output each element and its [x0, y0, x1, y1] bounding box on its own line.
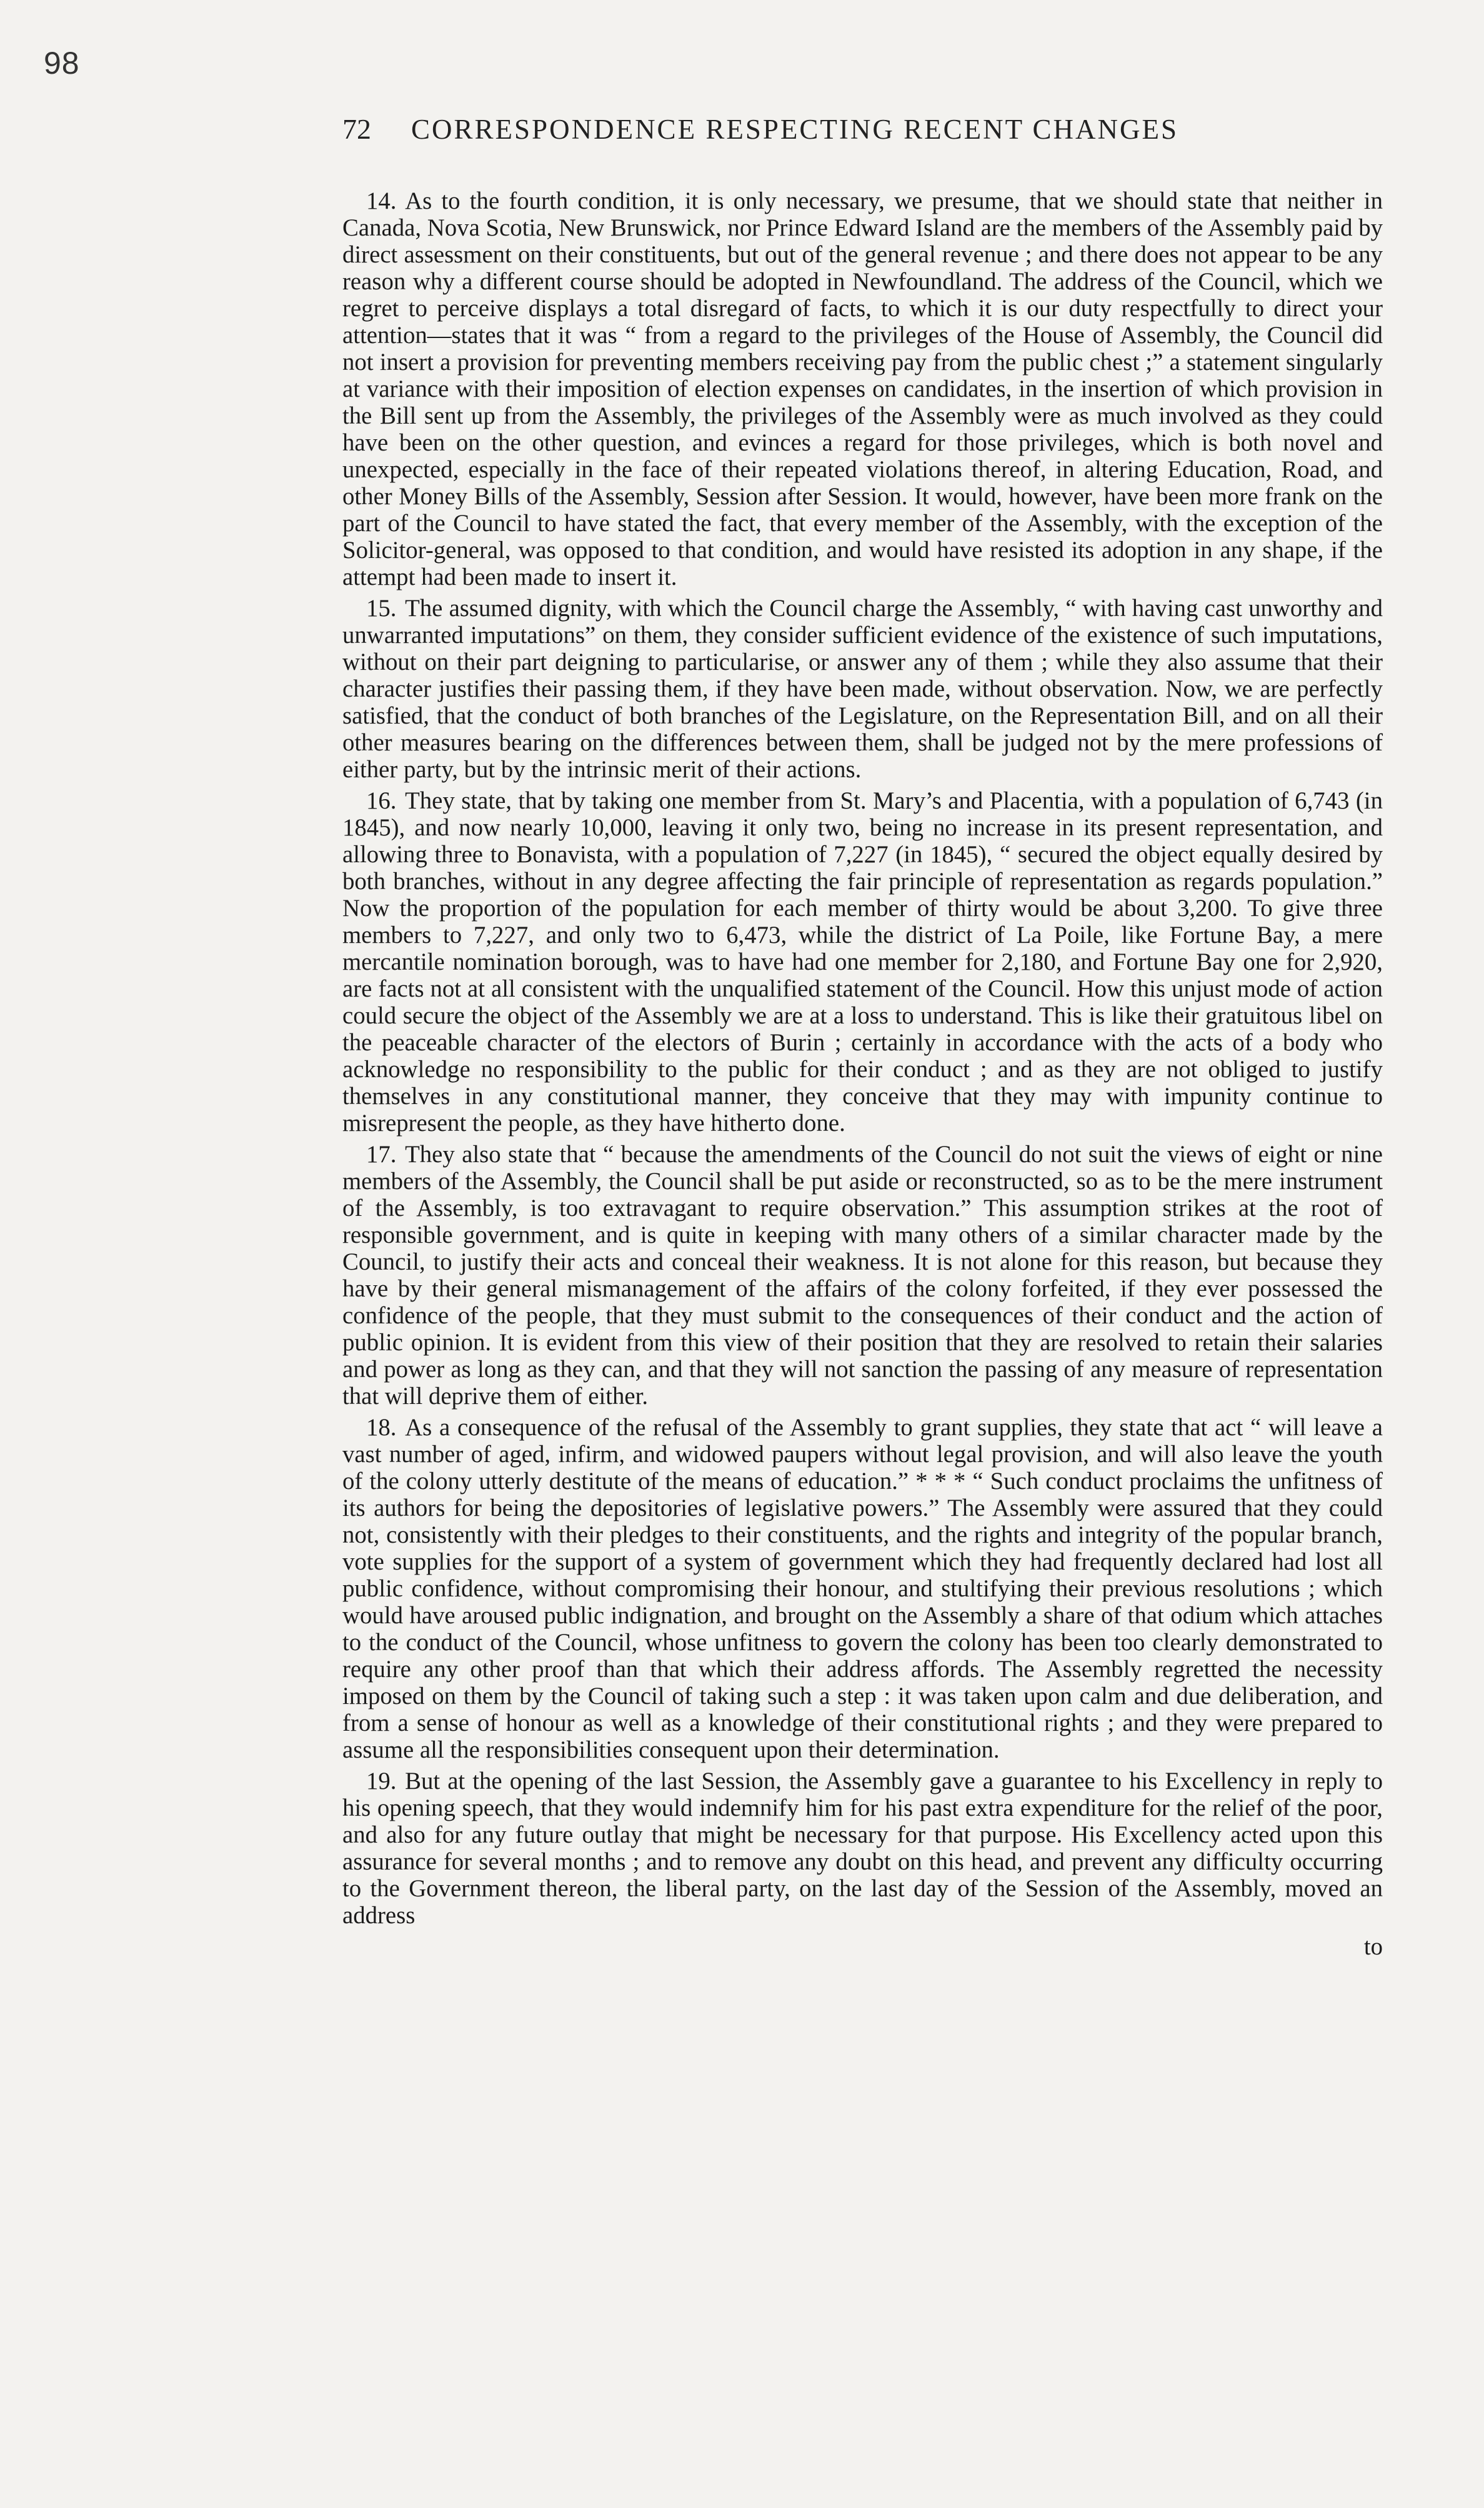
paragraph-15 [342, 595, 1383, 783]
paragraph-text: But at the opening of the last Session, the Assembly gave a guarantee to his Excellency in reply to his opening speech, that they would indemnify him for his past extra expenditure for the relief of the poor, and also for any future outlay that might be necessary for that purpose. His Excellency acted upon this assurance for several months ; and to remove any doubt on this head, and prevent any difficulty occurring to the Government thereon, the liberal party, on the last day of the Session of the Assembly, moved an address [342, 1768, 1383, 1929]
running-head [342, 112, 1383, 162]
paragraph-text: They also state that “ because the amendments of the Council do not suit the views of eight or nine members of the Assembly, the Council shall be put aside or reconstructed, so as to be the mere instrument of the Assembly, is too extravagant to require observation.” This assumption strikes at the root of responsible government, and is quite in keeping with many others of a similar character made by the Council, to justify their acts and conceal their weakness. It is not alone for this reason, but because they have by their general mismanagement of the affairs of the colony forfeited, if they ever possessed the confidence of the people, that they must submit to the consequences of their conduct and the action of public opinion. It is evident from this view of their position that they are resolved to retain their salaries and power as long as they can, and that they will not sanction the passing of any measure of representation that will deprive them of either. [342, 1141, 1383, 1410]
paragraph-18 [342, 1414, 1383, 1763]
paragraph-text: As a consequence of the refusal of the Assembly to grant supplies, they state that act “ will leave a vast number of aged, infirm, and widowed paupers without legal provision, and will also leave the youth of the colony utterly destitute of the means of education.” * * * “ Such conduct proclaims the unfitness of its authors for being the depositories of legislative powers.” The Assembly were assured that they could not, consistently with their pledges to their constituents, and the rights and integrity of the popular branch, vote supplies for the support of a system of government which they had frequently declared had lost all public confidence, without compromising their honour, and stultifying their previous resolutions ; which would have aroused public indignation, and brought on the Assembly a share of that odium which attaches to the conduct of the Council, whose unfitness to govern the colony has been too clearly demonstrated to require any other proof than that which their address affords. The Assembly regretted the necessity imposed on them by the Council of taking such a step : it was taken upon calm and due deliberation, and from a sense of honour as well as a knowledge of their constitutional rights ; and they were prepared to assume all the responsibilities consequent upon their determination. [342, 1414, 1383, 1763]
document-page [342, 112, 1383, 1960]
paragraph-number: 17. [366, 1141, 397, 1168]
paragraph-14 [342, 187, 1383, 590]
scan-page-number: 98 [44, 46, 80, 81]
paragraph-number: 19. [366, 1768, 397, 1794]
paragraph-19 [342, 1768, 1383, 1929]
catchword: to [1363, 1933, 1383, 1960]
paragraph-text: They state, that by taking one member from St. Mary’s and Placentia, with a population of 6,743 (in 1845), and now nearly 10,000, leaving it only two, being no increase in its present representation, and allowing three to Bonavista, with a population of 7,227 (in 1845), “ secured the object equally desired by both branches, without in any degree affecting the fair principle of representation as regards population.” Now the proportion of the population for each member of thirty would be about 3,200. To give three members to 7,227, and only two to 6,473, while the district of La Poile, like Fortune Bay, a mere mercantile nomination borough, was to have had one member for 2,180, and Fortune Bay one for 2,920, are facts not at all consistent with the unqualified statement of the Council. How this unjust mode of action could secure the object of the Assembly we are at a loss to understand. This is like their gratuitous libel on the peaceable character of the electors of Burin ; certainly in accordance with the acts of a body who acknowledge no responsibility to the public for their conduct ; and as they are not obliged to justify themselves in any constitutional manner, they conceive that they may with impunity continue to misrepresent the people, as they have hitherto done. [342, 787, 1383, 1137]
paragraph-17 [342, 1141, 1383, 1410]
page-folio: 72 [342, 113, 371, 145]
paragraph-text: As to the fourth condition, it is only necessary, we presume, that we should state that neither in Canada, Nova Scotia, New Brunswick, nor Prince Edward Island are the members of the Assembly paid by direct assessment on their constituents, but out of the general revenue ; and there does not appear to be any reason why a different course should be adopted in Newfoundland. The address of the Council, which we regret to perceive displays a total disregard of facts, to which it is our duty respectfully to direct your attention—states that it was “ from a regard to the privileges of the House of Assembly, the Council did not insert a provision for preventing members receiving pay from the public chest ;” a statement singularly at variance with their imposition of election expenses on candidates, in the insertion of which provision in the Bill sent up from the Assembly, the privileges of the Assembly were as much involved as they could have been on the other question, and evinces a regard for those privileges, which is both novel and unexpected, especially in the face of their repeated violations thereof, in altering Education, Road, and other Money Bills of the Assembly, Session after Session. It would, however, have been more frank on the part of the Council to have stated the fact, that every member of the Assembly, with the exception of the Solicitor-general, was opposed to that condition, and would have resisted its adoption in any shape, if the attempt had been made to insert it. [342, 187, 1383, 590]
paragraph-number: 15. [366, 595, 397, 622]
running-head-title: CORRESPONDENCE RESPECTING RECENT CHANGES [411, 114, 1179, 145]
paragraph-number: 18. [366, 1414, 397, 1441]
paragraph-16 [342, 787, 1383, 1137]
paragraph-number: 16. [366, 787, 397, 814]
paragraph-number: 14. [366, 187, 397, 214]
paragraph-text: The assumed dignity, with which the Council charge the Assembly, “ with having cast unworthy and unwarranted imputations” on them, they consider sufficient evidence of the existence of such imputations, without on their part deigning to particularise, or answer any of them ; while they also assume that their character justifies their passing them, if they have been made, without observation. Now, we are perfectly satisfied, that the conduct of both branches of the Legislature, on the Representation Bill, and on all their other measures bearing on the differences between them, shall be judged not by the mere professions of either party, but by the intrinsic merit of their actions. [342, 595, 1383, 783]
